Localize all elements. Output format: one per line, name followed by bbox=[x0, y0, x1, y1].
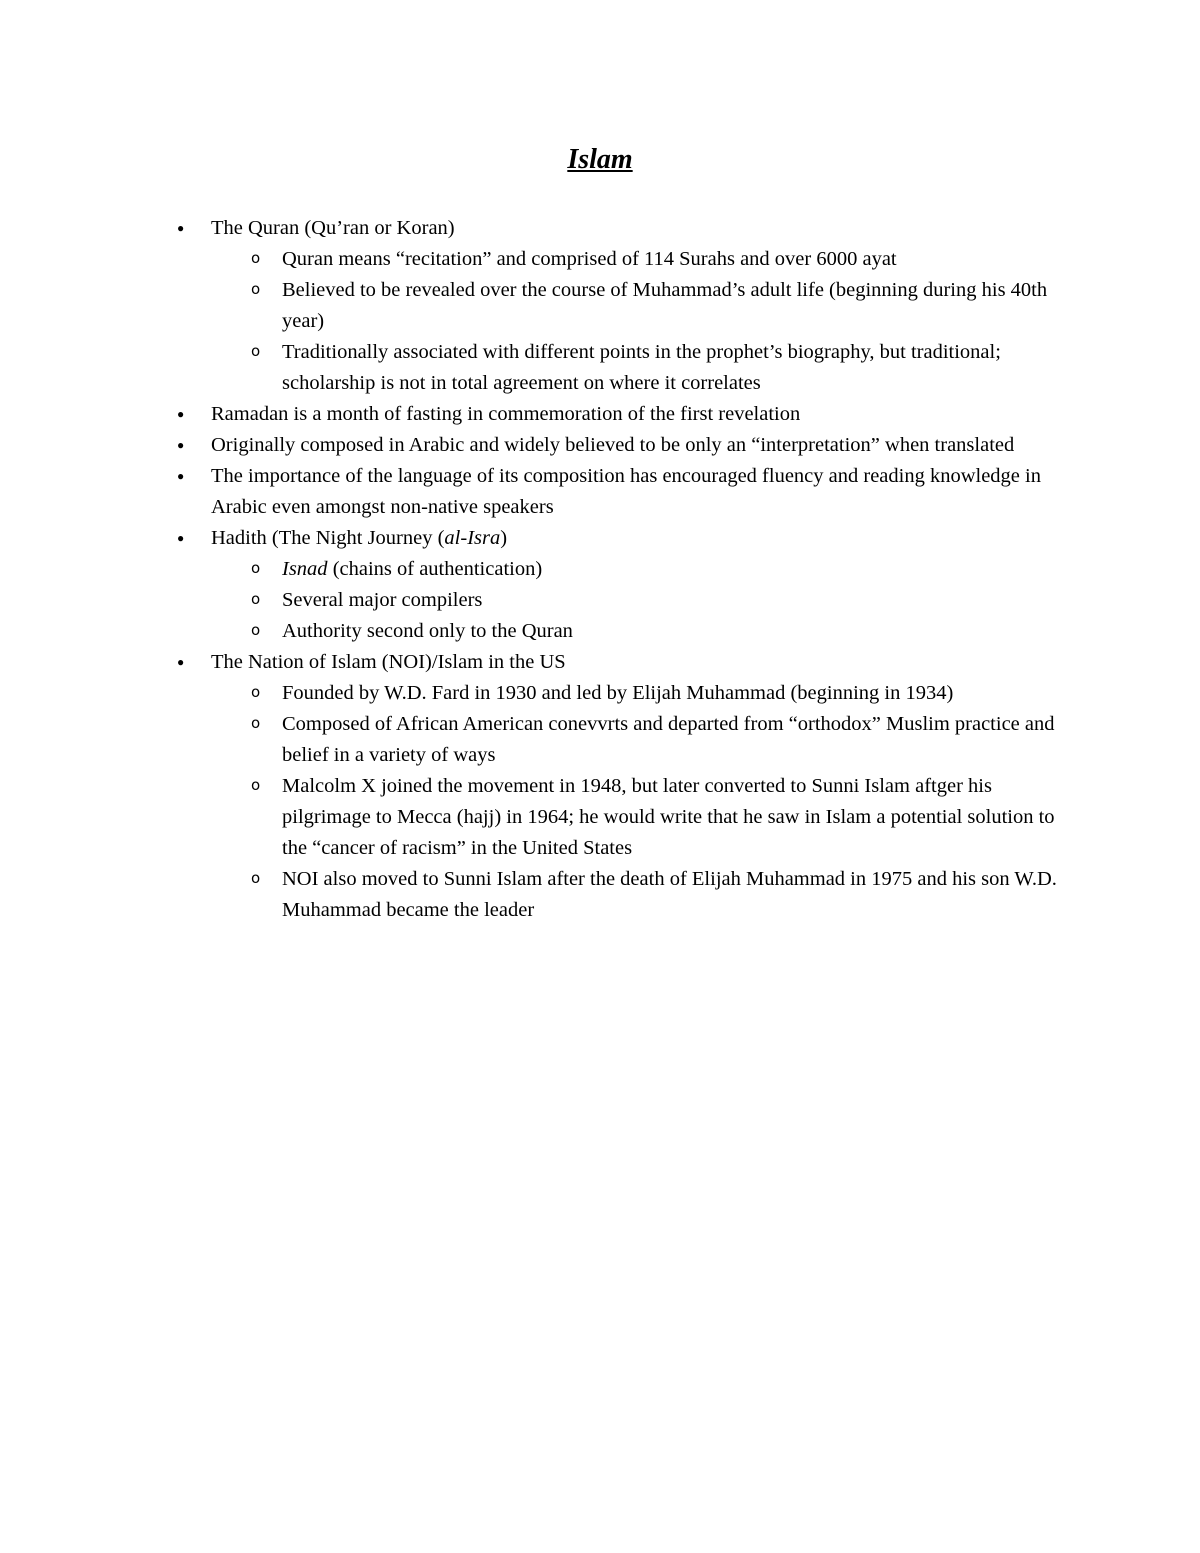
list-item-language: ● The importance of the language of its composition has encouraged fluency and reading knowledge in Arabic even amongst non-native speakers bbox=[211, 461, 1071, 523]
sub-list-item: o Quran means “recitation” and comprised of 114 Surahs and over 6000 ayat bbox=[282, 244, 1071, 275]
sub-list-item: o Isnad (chains of authentication) bbox=[282, 554, 1071, 585]
page-title: Islam bbox=[567, 144, 633, 175]
list-item-text: The Nation of Islam (NOI)/Islam in the US bbox=[211, 651, 566, 673]
sub-bullet-list bbox=[282, 554, 1071, 647]
sub-list-item: o NOI also moved to Sunni Islam after the death of Elijah Muhammad in 1975 and his son W.D. Muhammad became the leader bbox=[282, 864, 1071, 926]
sub-list-item: o Founded by W.D. Fard in 1930 and led by Elijah Muhammad (beginning in 1934) bbox=[282, 678, 1071, 709]
sub-list-item: o Believed to be revealed over the course of Muhammad’s adult life (beginning during his 40th year) bbox=[282, 275, 1071, 337]
sub-bullet-list bbox=[282, 678, 1071, 926]
list-item-nation-of-islam bbox=[211, 647, 1071, 926]
sub-list-item: o Composed of African American conevvrts and departed from “orthodox” Muslim practice and belief in a variety of ways bbox=[282, 709, 1071, 771]
list-item-quran bbox=[211, 213, 1071, 399]
list-item-hadith bbox=[211, 523, 1071, 647]
sub-bullet-list bbox=[282, 244, 1071, 399]
sub-list-item: o Traditionally associated with different points in the prophet’s biography, but traditional; scholarship is not in total agreement on where it correlates bbox=[282, 337, 1071, 399]
document-body bbox=[211, 213, 1071, 926]
main-bullet-list bbox=[211, 213, 1071, 926]
sub-list-item: o Authority second only to the Quran bbox=[282, 616, 1071, 647]
list-item-arabic: ● Originally composed in Arabic and widely believed to be only an “interpretation” when translated bbox=[211, 430, 1071, 461]
list-item-text: Hadith (The Night Journey (al-Isra) bbox=[211, 527, 508, 549]
list-item-ramadan: ● Ramadan is a month of fasting in commemoration of the first revelation bbox=[211, 399, 1071, 430]
list-item-text: The Quran (Qu’ran or Koran) bbox=[211, 217, 455, 239]
sub-list-item: o Malcolm X joined the movement in 1948, but later converted to Sunni Islam aftger his pilgrimage to Mecca (hajj) in 1964; he would write that he saw in Islam a potential solution to the “cancer of racism” in the United States bbox=[282, 771, 1071, 864]
sub-list-item: o Several major compilers bbox=[282, 585, 1071, 616]
